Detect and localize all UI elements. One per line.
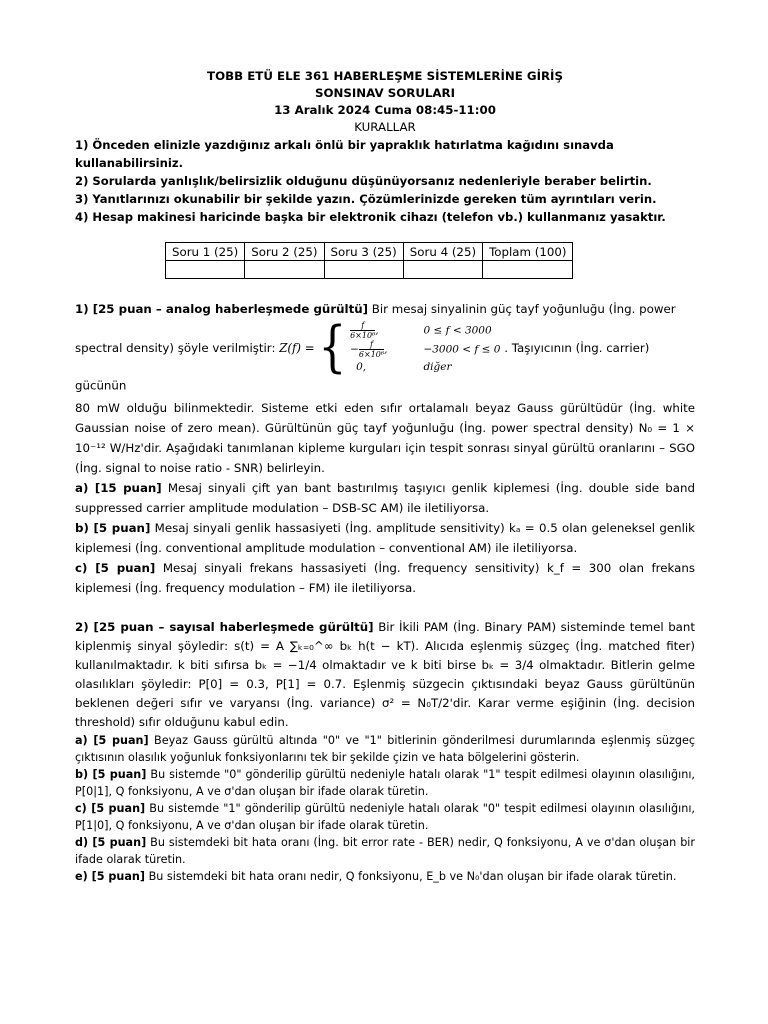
exam-page [75,68,695,885]
q1-psd-prefix: spectral density) şöyle verilmiştir: [75,341,276,355]
q2-part-a: a) [5 puan] Beyaz Gauss gürültü altında "0" ve "1" bitlerinin gönderilmesi durumlarında eşlenmiş süzgeç çıktısının olasılık yoğunluk fonksiyonlarını tek bir şekilde çizin ve hata bölgelerini gösterin. [75,733,696,764]
piecewise-brace: { [318,315,347,380]
rule-item: 3) Yanıtlarınızı okunabilir bir şekilde yazın. Çözümlerinizde gereken tüm ayrıntıları verin. [75,192,657,206]
exam-title: TOBB ETÜ ELE 361 HABERLEŞME SİSTEMLERİNE GİRİŞ [207,69,563,83]
q2-part-e: e) [5 puan] Bu sistemdeki bit hata oranı nedir, Q fonksiyonu, E_b ve N₀'dan oluşan bir ifade olarak türetin. [75,869,677,883]
question-1 [75,299,695,319]
q1-part-a: a) [15 puan] Mesaj sinyali çift yan bant bastırılmış taşıyıcı genlik kiplemesi (İng. double side band suppressed carrier amplitude modulation – DSB-SC AM) ile iletiliyorsa. [75,480,695,515]
score-header: Toplam (100) [483,243,573,261]
q2-part-b: b) [5 puan] Bu sistemde "0" gönderilip gürültü nedeniyle hatalı olarak "1" tespit edilmesi olayının olasılığını, P[0|1], Q fonksiyonu, A ve σ'dan oluşan bir ifade olarak türetin. [75,767,695,798]
score-cell[interactable] [166,261,245,279]
rule-item: 4) Hesap makinesi haricinde başka bir elektronik cihazı (telefon vb.) kullanmanız yasaktır. [75,210,666,224]
score-cell[interactable] [245,261,324,279]
score-header: Soru 3 (25) [324,243,403,261]
q2-heading: 2) [25 puan – sayısal haberleşmede gürültü] [75,619,374,634]
q1-heading: 1) [25 puan – analog haberleşmede gürültü] [75,302,369,316]
rule-item: 2) Sorularda yanlışlık/belirsizlik olduğunu düşünüyorsanız nedenleriyle beraber belirtin. [75,174,652,188]
q2-part-d: d) [5 puan] Bu sistemdeki bit hata oranı (İng. bit error rate - BER) nedir, Q fonksiyonu, A ve σ'dan oluşan bir ifade olarak türetin. [75,835,695,866]
q1-part-c: c) [5 puan] Mesaj sinyali frekans hassasiyeti (İng. frequency sensitivity) k_f = 300 olan frekans kiplemesi (İng. frequency modulation – FM) ile iletiliyorsa. [75,560,696,595]
q1-part-b: b) [5 puan] Mesaj sinyali genlik hassasiyeti (İng. amplitude sensitivity) kₐ = 0.5 olan geleneksel genlik kiplemesi (İng. conventional amplitude modulation – conventional AM) ile iletiliyorsa. [75,520,695,555]
rule-item: 1) Önceden elinizle yazdığınız arkalı önlü bir yapraklık hatırlatma kağıdını sınavda kullanabilirsiniz. [75,138,614,170]
q1-body: 80 mW olduğu bilinmektedir. Sisteme etki eden sıfır ortalamalı beyaz Gauss gürültüdür (İng. white Gaussian noise of zero mean). Gürültünün güç tayf yoğunluğu (İng. power spectral density) N₀ = 1 × 10⁻¹² W/Hz'dir. Aşağıdaki tanımlanan kipleme kurguları için tespit sonrası sinyal gürültü oranlarını – SGO (İng. signal to noise ratio - SNR) belirleyin. [75,400,695,475]
q1-psd-suffix: . Taşıyıcının (İng. carrier) gücünün [75,341,650,393]
q2-part-c: c) [5 puan] Bu sistemde "1" gönderilip gürültü nedeniyle hatalı olarak "0" tespit edilmesi olayının olasılığını, P[1|0], Q fonksiyonu, A ve σ'dan oluşan bir ifade olarak türetin. [75,801,695,832]
score-header: Soru 1 (25) [166,243,245,261]
q1-psd-formula [75,315,695,396]
exam-subtitle: SONSINAV SORULARI [314,86,456,100]
score-cell[interactable] [483,261,573,279]
rules-heading: KURALLAR [354,120,416,134]
exam-date: 13 Aralık 2024 Cuma 08:45-11:00 [274,103,496,117]
score-table [165,242,573,279]
score-header: Soru 4 (25) [403,243,482,261]
q2-body: Bir İkili PAM (İng. Binary PAM) sisteminde temel bant kiplenmiş sinyal şöyledir: s(t) = A ∑ₖ₌₀^∞ bₖ h(t − kT). Alıcıda eşlenmiş süzgeç (İng. matched fiter) kullanılmaktadır. k biti sıfırsa bₖ = −1/4 olmaktadır ve k biti birse bₖ = 3/4 olmaktadır. Bitlerin gelme olasılıkları şöyledir: P[0] = 0.3, P[1] = 0.7. Eşlenmiş süzgecin çıktısındaki beyaz Gauss gürültünün beklenen değeri sıfır ve varyansı (İng. variance) σ² = N₀T/2'dir. Karar verme eşiğinin (İng. decision threshold) sıfır olduğunu kabul edin. [75,619,696,729]
rules-list [75,136,695,226]
score-cell[interactable] [324,261,403,279]
q1-intro: Bir mesaj sinyalinin güç tayf yoğunluğu (İng. power [371,302,676,316]
score-header: Soru 2 (25) [245,243,324,261]
score-cell[interactable] [403,261,482,279]
piecewise-cases: $\frac{f}{\text{6×10⁶}}$ , 0 ≤ f < 3000 − $\frac{f}{\text{6×10⁶}}$ , −3000 < f ≤ 0 0, diğer [350,321,501,373]
question-2 [75,618,695,885]
q1-zf: Z(f) = [279,341,315,355]
